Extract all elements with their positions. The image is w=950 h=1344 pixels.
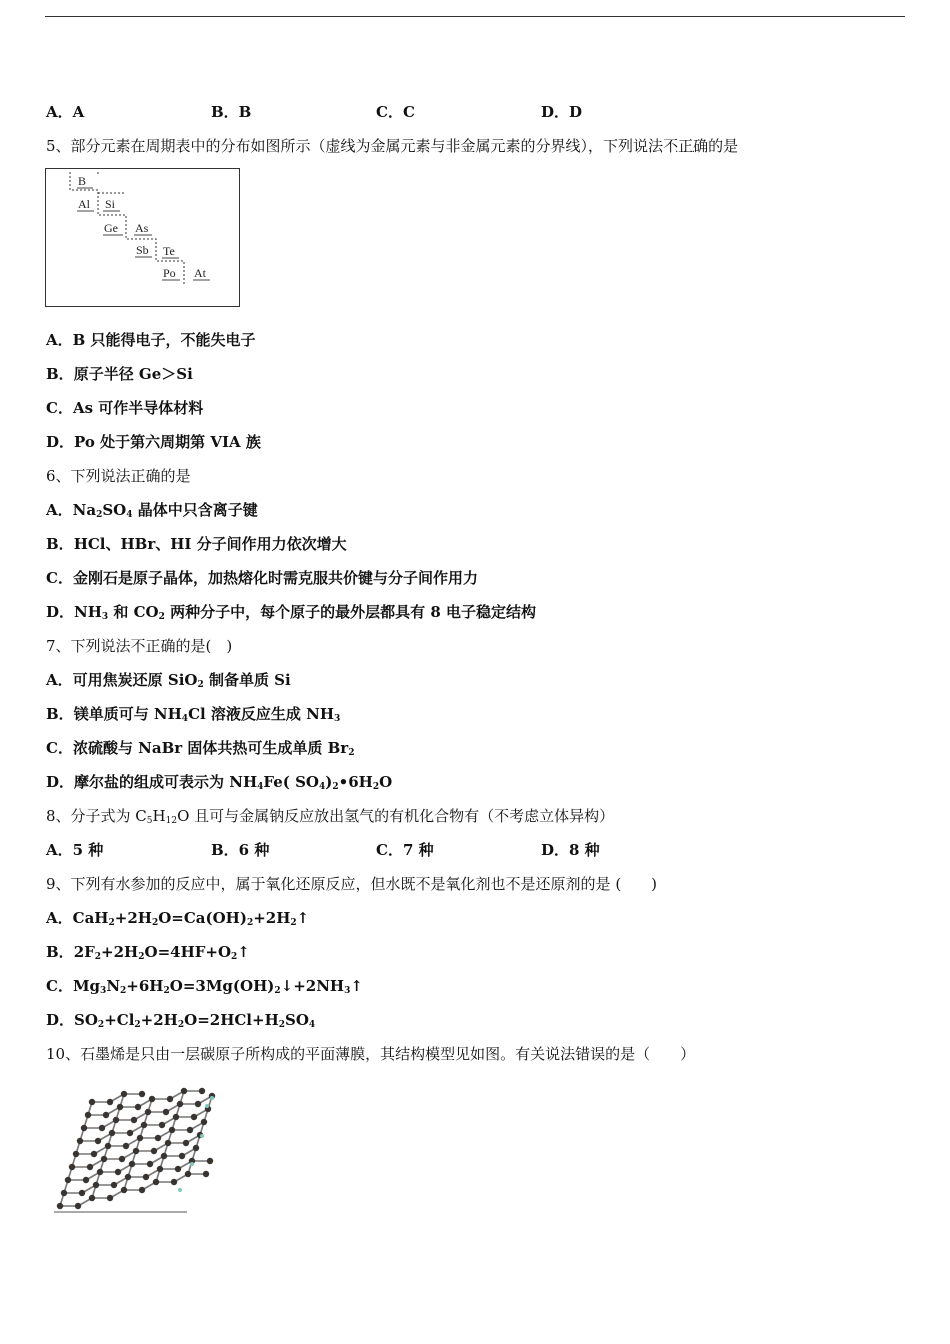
graphene-structure-image xyxy=(52,1086,217,1214)
q9-d-p1: 2 xyxy=(97,1020,105,1030)
q6-a-s2: 4 xyxy=(126,510,133,520)
carbon-atom xyxy=(79,1190,85,1196)
carbon-atom xyxy=(75,1203,81,1209)
top-rule xyxy=(45,16,905,17)
q5-option-b[interactable] xyxy=(46,364,193,384)
q9-d-p0: SO xyxy=(74,1011,98,1029)
q9-a-p1: 2 xyxy=(108,918,115,928)
q7-option-c[interactable] xyxy=(46,738,354,758)
carbon-atom xyxy=(87,1164,93,1170)
element-al: Al xyxy=(78,197,90,211)
q6-c-text: 金刚石是原子晶体，加热熔化时需克服共价键与分子间作用力 xyxy=(72,569,478,587)
carbon-atom xyxy=(207,1158,213,1164)
carbon-atom xyxy=(131,1117,137,1123)
q9-c-p1: 3 xyxy=(100,986,107,996)
periodic-table-figure xyxy=(45,168,240,307)
q9-d-label: D． xyxy=(46,1011,75,1029)
q9-b-p3: 2 xyxy=(138,952,145,962)
carbon-atom xyxy=(179,1153,185,1159)
carbon-atom xyxy=(125,1174,131,1180)
q9-d-p9: 4 xyxy=(308,1020,316,1030)
carbon-atom xyxy=(95,1138,101,1144)
element-ge: Ge xyxy=(104,221,118,235)
element-as: As xyxy=(135,221,149,235)
carbon-atom xyxy=(73,1151,79,1157)
carbon-atom xyxy=(105,1143,111,1149)
q9-option-d[interactable] xyxy=(46,1010,315,1030)
q9-a-p5: 2 xyxy=(246,918,254,928)
hydrogen-atom xyxy=(178,1188,182,1192)
carbon-atom xyxy=(99,1125,105,1131)
q7-d-s3: 2 xyxy=(332,782,339,792)
carbon-atom xyxy=(181,1088,187,1094)
q7-d-s1: 4 xyxy=(257,782,264,792)
q6-d-s2: 2 xyxy=(158,612,165,622)
q5-a-label: A． xyxy=(46,331,73,349)
carbon-atom xyxy=(171,1179,177,1185)
element-sb: Sb xyxy=(136,243,149,257)
carbon-atom xyxy=(183,1140,189,1146)
carbon-atom xyxy=(93,1182,99,1188)
carbon-atom xyxy=(141,1122,147,1128)
q6-a-s1: 2 xyxy=(96,510,103,520)
q8-s1: 5 xyxy=(146,816,153,826)
carbon-atom xyxy=(119,1156,125,1162)
q9-d-p2: +Cl xyxy=(104,1011,135,1029)
q6-d-label: D． xyxy=(46,603,75,621)
element-b: B xyxy=(78,174,87,188)
q9-c-p7: 2 xyxy=(274,986,281,996)
q7-b-label: B． xyxy=(46,705,74,723)
carbon-atom xyxy=(185,1171,191,1177)
carbon-atom xyxy=(117,1104,123,1110)
q6-option-a[interactable] xyxy=(46,500,258,520)
q6-b-label: B． xyxy=(46,535,74,553)
q8-s2: 12 xyxy=(165,816,178,826)
carbon-atom xyxy=(169,1127,175,1133)
q7-d-t2: Fe( SO xyxy=(263,773,319,791)
carbon-atom xyxy=(193,1145,199,1151)
carbon-atom xyxy=(103,1112,109,1118)
q9-d-p6: O=2HCl+H xyxy=(184,1011,279,1029)
q9-a-p3: 2 xyxy=(151,918,159,928)
carbon-atom xyxy=(101,1156,107,1162)
q6-c-label: C． xyxy=(46,569,73,587)
q5-stem-text: 5、部分元素在周期表中的分布如图所示（虚线为金属元素与非金属元素的分界线），下列说法 xyxy=(46,137,664,155)
q5-c-text: As 可作半导体材料 xyxy=(72,399,204,417)
carbon-atom xyxy=(61,1190,67,1196)
carbon-atom xyxy=(109,1130,115,1136)
q4-option-c[interactable]: C．C xyxy=(376,103,415,121)
q8-t3: O 且可与金属钠反应放出氢气的有机化合物有（不考虑立体异构） xyxy=(177,807,615,825)
q9-d-p8: SO xyxy=(285,1011,309,1029)
q9-b-label: B． xyxy=(46,943,74,961)
q8-t1: 8、分子式为 C xyxy=(46,807,147,825)
carbon-atom xyxy=(175,1166,181,1172)
carbon-atom xyxy=(161,1153,167,1159)
q8-option-d[interactable]: D．8 种 xyxy=(541,841,600,859)
q9-c-p10: ↑ xyxy=(350,977,363,995)
carbon-atom xyxy=(129,1161,135,1167)
q9-c-p9: 3 xyxy=(344,986,351,996)
hydrogen-atom xyxy=(190,1162,194,1166)
q9-option-a[interactable] xyxy=(46,908,309,928)
q9-c-p6: O=3Mg(OH) xyxy=(169,977,275,995)
q9-c-p5: 2 xyxy=(163,986,170,996)
carbon-atom xyxy=(153,1179,159,1185)
q6-option-d[interactable] xyxy=(46,602,536,622)
q7-b-t1: 镁单质可与 NH xyxy=(73,705,182,723)
q5-d-label: D． xyxy=(46,433,75,451)
carbon-atom xyxy=(89,1195,95,1201)
q9-b-p4: O=4HF+O xyxy=(144,943,232,961)
q9-stem: 9、下列有水参加的反应中，属于氧化还原反应，但水既不是氧化剂也不是还原剂的是 ( ) xyxy=(46,875,658,893)
q7-b-s2: 3 xyxy=(334,714,341,724)
q7-b-s1: 4 xyxy=(181,714,189,724)
q7-c-t1: 浓硫酸与 NaBr 固体共热可生成单质 Br xyxy=(72,739,349,757)
q6-a-label: A． xyxy=(46,501,73,519)
q8-option-b[interactable]: B．6 种 xyxy=(211,841,270,859)
carbon-atom xyxy=(115,1169,121,1175)
q4-option-b[interactable]: B．B xyxy=(211,103,252,121)
q9-a-p6: +2H xyxy=(253,909,291,927)
q7-a-t2: 制备单质 Si xyxy=(203,671,291,689)
carbon-atom xyxy=(77,1138,83,1144)
carbon-atom xyxy=(85,1112,91,1118)
carbon-atom xyxy=(151,1148,157,1154)
q6-d-t3: 两种分子中，每个原子的最外层都具有 8 电子稳定结构 xyxy=(164,603,536,621)
q10-stem: 10、石墨烯是只由一层碳原子所构成的平面薄膜，其结构模型见如图。有关说法错误的是（ ） xyxy=(46,1045,696,1063)
carbon-atom xyxy=(97,1169,103,1175)
q6-option-b[interactable] xyxy=(46,534,347,554)
carbon-atom xyxy=(191,1114,197,1120)
carbon-atom xyxy=(195,1101,201,1107)
carbon-atom xyxy=(139,1091,145,1097)
q8-option-c[interactable]: C．7 种 xyxy=(376,841,434,859)
q6-d-t1: NH xyxy=(74,603,102,621)
q8-t2: H xyxy=(152,807,166,825)
q5-stem-end: 的是 xyxy=(708,137,739,155)
q9-a-p0: CaH xyxy=(72,909,109,927)
hydrogen-atom xyxy=(210,1096,214,1100)
carbon-atom xyxy=(107,1099,113,1105)
q6-d-s1: 3 xyxy=(101,612,109,622)
carbon-atom xyxy=(163,1109,169,1115)
hydrogen-atom xyxy=(205,1104,209,1108)
carbon-atom xyxy=(107,1195,113,1201)
q9-a-p7: 2 xyxy=(290,918,297,928)
q7-option-b[interactable] xyxy=(46,704,340,724)
carbon-atom xyxy=(159,1122,165,1128)
q7-a-s1: 2 xyxy=(197,680,204,690)
q6-d-t2: 和 CO xyxy=(108,603,159,621)
carbon-atom xyxy=(127,1130,133,1136)
q7-d-label: D． xyxy=(46,773,75,791)
carbon-atom xyxy=(113,1117,119,1123)
periodic-table-svg xyxy=(46,169,239,306)
carbon-atom xyxy=(203,1171,209,1177)
q5-b-text: 原子半径 Ge＞Si xyxy=(73,365,193,383)
q7-a-t1: 可用焦炭还原 SiO xyxy=(72,671,198,689)
q7-d-s2: 4 xyxy=(318,782,326,792)
q9-d-p5: 2 xyxy=(177,1020,185,1030)
q9-option-c[interactable] xyxy=(46,976,363,996)
q9-d-p4: +2H xyxy=(140,1011,178,1029)
q7-d-s4: 2 xyxy=(372,782,380,792)
carbon-atom xyxy=(111,1182,117,1188)
carbon-atom xyxy=(89,1099,95,1105)
carbon-atom xyxy=(167,1096,173,1102)
q7-b-t2: Cl 溶液反应生成 NH xyxy=(188,705,335,723)
q9-option-b[interactable] xyxy=(46,942,250,962)
q5-option-d[interactable] xyxy=(46,432,261,452)
q6-a-t3: 晶体中只含离子键 xyxy=(132,501,258,519)
q9-b-p1: 2 xyxy=(94,952,102,962)
q5-a-text: B 只能得电子，不能失电子 xyxy=(72,331,256,349)
carbon-atom xyxy=(65,1177,71,1183)
q9-b-p5: 2 xyxy=(231,952,238,962)
q7-option-d[interactable] xyxy=(46,772,392,792)
carbon-atom xyxy=(199,1088,205,1094)
q5-option-c[interactable] xyxy=(46,398,203,418)
q7-c-s1: 2 xyxy=(348,748,355,758)
carbon-atom xyxy=(135,1104,141,1110)
carbon-atom xyxy=(143,1174,149,1180)
q7-d-t1: 摩尔盐的组成可表示为 NH xyxy=(74,773,258,791)
q5-option-a[interactable] xyxy=(46,330,256,350)
carbon-atom xyxy=(91,1151,97,1157)
q7-d-t4: •6H xyxy=(338,773,373,791)
q9-d-p3: 2 xyxy=(134,1020,141,1030)
q9-c-label: C． xyxy=(46,977,73,995)
carbon-atom xyxy=(139,1187,145,1193)
carbon-atom xyxy=(57,1203,63,1209)
q6-a-t1: Na xyxy=(72,501,97,519)
q5-c-label: C． xyxy=(46,399,73,417)
q9-c-p3: 2 xyxy=(120,986,127,996)
q7-d-t5: O xyxy=(379,773,393,791)
q7-c-label: C． xyxy=(46,739,73,757)
q9-b-p0: 2F xyxy=(73,943,95,961)
carbon-atom xyxy=(123,1143,129,1149)
q5-emphasis: 不正确 · · · xyxy=(663,137,708,155)
carbon-atom xyxy=(173,1114,179,1120)
carbon-atom xyxy=(83,1177,89,1183)
element-po: Po xyxy=(163,266,176,280)
q8-options xyxy=(46,840,706,860)
q7-a-label: A． xyxy=(46,671,73,689)
carbon-atom xyxy=(133,1148,139,1154)
q8-stem xyxy=(46,806,614,826)
q9-d-p7: 2 xyxy=(278,1020,286,1030)
q5-d-text: Po 处于第六周期第 VIA 族 xyxy=(74,433,261,451)
carbon-atom xyxy=(177,1101,183,1107)
q6-a-t2: SO xyxy=(102,501,127,519)
q9-a-p2: +2H xyxy=(114,909,152,927)
element-si: Si xyxy=(105,197,116,211)
carbon-atom xyxy=(121,1091,127,1097)
q7-d-t3: ) xyxy=(325,773,333,791)
carbon-atom xyxy=(149,1096,155,1102)
q6-b-text: HCl、HBr、HI 分子间作用力依次增大 xyxy=(73,535,347,553)
carbon-atom xyxy=(121,1187,127,1193)
q5-stem xyxy=(46,136,738,156)
carbon-atom xyxy=(165,1140,171,1146)
carbon-atom xyxy=(69,1164,75,1170)
element-te: Te xyxy=(163,244,175,258)
q9-c-p4: +6H xyxy=(126,977,164,995)
q9-a-p4: O=Ca(OH) xyxy=(158,909,247,927)
q4-option-a[interactable]: A．A xyxy=(46,103,85,121)
q9-a-p8: ↑ xyxy=(296,909,310,927)
carbon-atom xyxy=(155,1135,161,1141)
q9-c-p8: ↓+2NH xyxy=(280,977,345,995)
q9-a-label: A． xyxy=(46,909,73,927)
hydrogen-atom xyxy=(200,1134,204,1138)
carbon-atom xyxy=(157,1166,163,1172)
q9-c-p2: N xyxy=(106,977,121,995)
carbon-atom xyxy=(187,1127,193,1133)
q9-b-p6: ↑ xyxy=(237,943,250,961)
q9-c-p0: Mg xyxy=(72,977,101,995)
carbon-atom xyxy=(147,1161,153,1167)
element-at: At xyxy=(194,266,206,280)
q7-stem: 7、下列说法不正确的是( ) xyxy=(46,637,233,655)
q8-option-a[interactable]: A．5 种 xyxy=(46,841,104,859)
q6-option-c[interactable] xyxy=(46,568,478,588)
q5-b-label: B． xyxy=(46,365,74,383)
q6-stem: 6、下列说法正确的是 xyxy=(46,467,191,485)
q4-options xyxy=(46,102,706,122)
q9-b-p2: +2H xyxy=(101,943,139,961)
carbon-atom xyxy=(137,1135,143,1141)
carbon-atom xyxy=(81,1125,87,1131)
q7-option-a[interactable] xyxy=(46,670,291,690)
carbon-atom xyxy=(201,1119,207,1125)
carbon-atom xyxy=(145,1109,151,1115)
q4-option-d[interactable]: D．D xyxy=(541,103,583,121)
